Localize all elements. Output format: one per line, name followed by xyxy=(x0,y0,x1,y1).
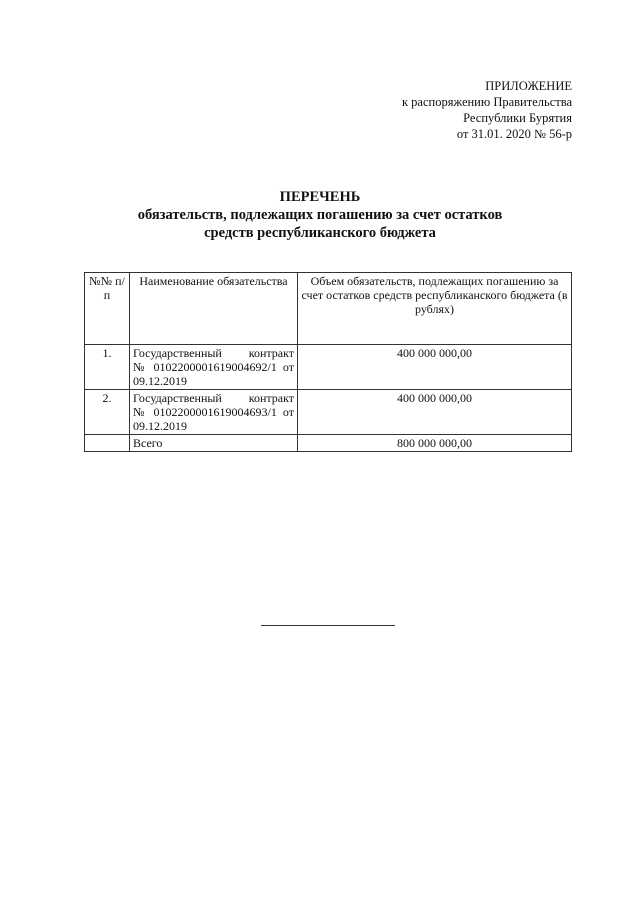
appendix-header xyxy=(312,78,572,142)
obligations-table xyxy=(84,272,572,452)
header-name: Наименование обязательства xyxy=(130,273,298,345)
appendix-date-number: от 31.01. 2020 № 56-р xyxy=(456,127,572,141)
header-volume: Объем обязательств, подлежащих погашению за счет остатков средств республиканского бюджета (в рублях) xyxy=(298,273,572,345)
row-name-word: контракт xyxy=(248,346,294,360)
row-name-word: контракт xyxy=(248,391,294,405)
row-name xyxy=(130,390,298,435)
row-name-word: Государственный xyxy=(133,391,222,405)
title-subtitle-2: средств республиканского бюджета xyxy=(204,225,436,241)
row-volume: 400 000 000,00 xyxy=(298,345,572,390)
row-name-word: Государственный xyxy=(133,346,222,360)
table-total-row xyxy=(85,435,572,452)
header-num: №№ п/п xyxy=(85,273,130,345)
total-num-empty xyxy=(85,435,130,452)
table-header-row xyxy=(85,273,572,345)
appendix-title: ПРИЛОЖЕНИЕ xyxy=(485,79,572,93)
table-row xyxy=(85,390,572,435)
appendix-republic-line: Республики Бурятия xyxy=(463,111,572,125)
appendix-order-line: к распоряжению Правительства xyxy=(401,95,572,109)
row-name-contract: № 0102200001619004693/1 от 09.12.2019 xyxy=(133,405,294,433)
row-num: 1. xyxy=(85,345,130,390)
row-num: 2. xyxy=(85,390,130,435)
title-main: ПЕРЕЧЕНЬ xyxy=(279,189,361,205)
title-subtitle-1: обязательств, подлежащих погашению за счет остатков xyxy=(137,207,503,223)
row-volume: 400 000 000,00 xyxy=(298,390,572,435)
row-name-contract: № 0102200001619004692/1 от 09.12.2019 xyxy=(133,360,294,388)
row-name xyxy=(130,345,298,390)
end-divider-line xyxy=(261,625,395,626)
document-title xyxy=(0,188,640,242)
total-volume: 800 000 000,00 xyxy=(298,435,572,452)
table-row xyxy=(85,345,572,390)
total-label: Всего xyxy=(130,435,298,452)
